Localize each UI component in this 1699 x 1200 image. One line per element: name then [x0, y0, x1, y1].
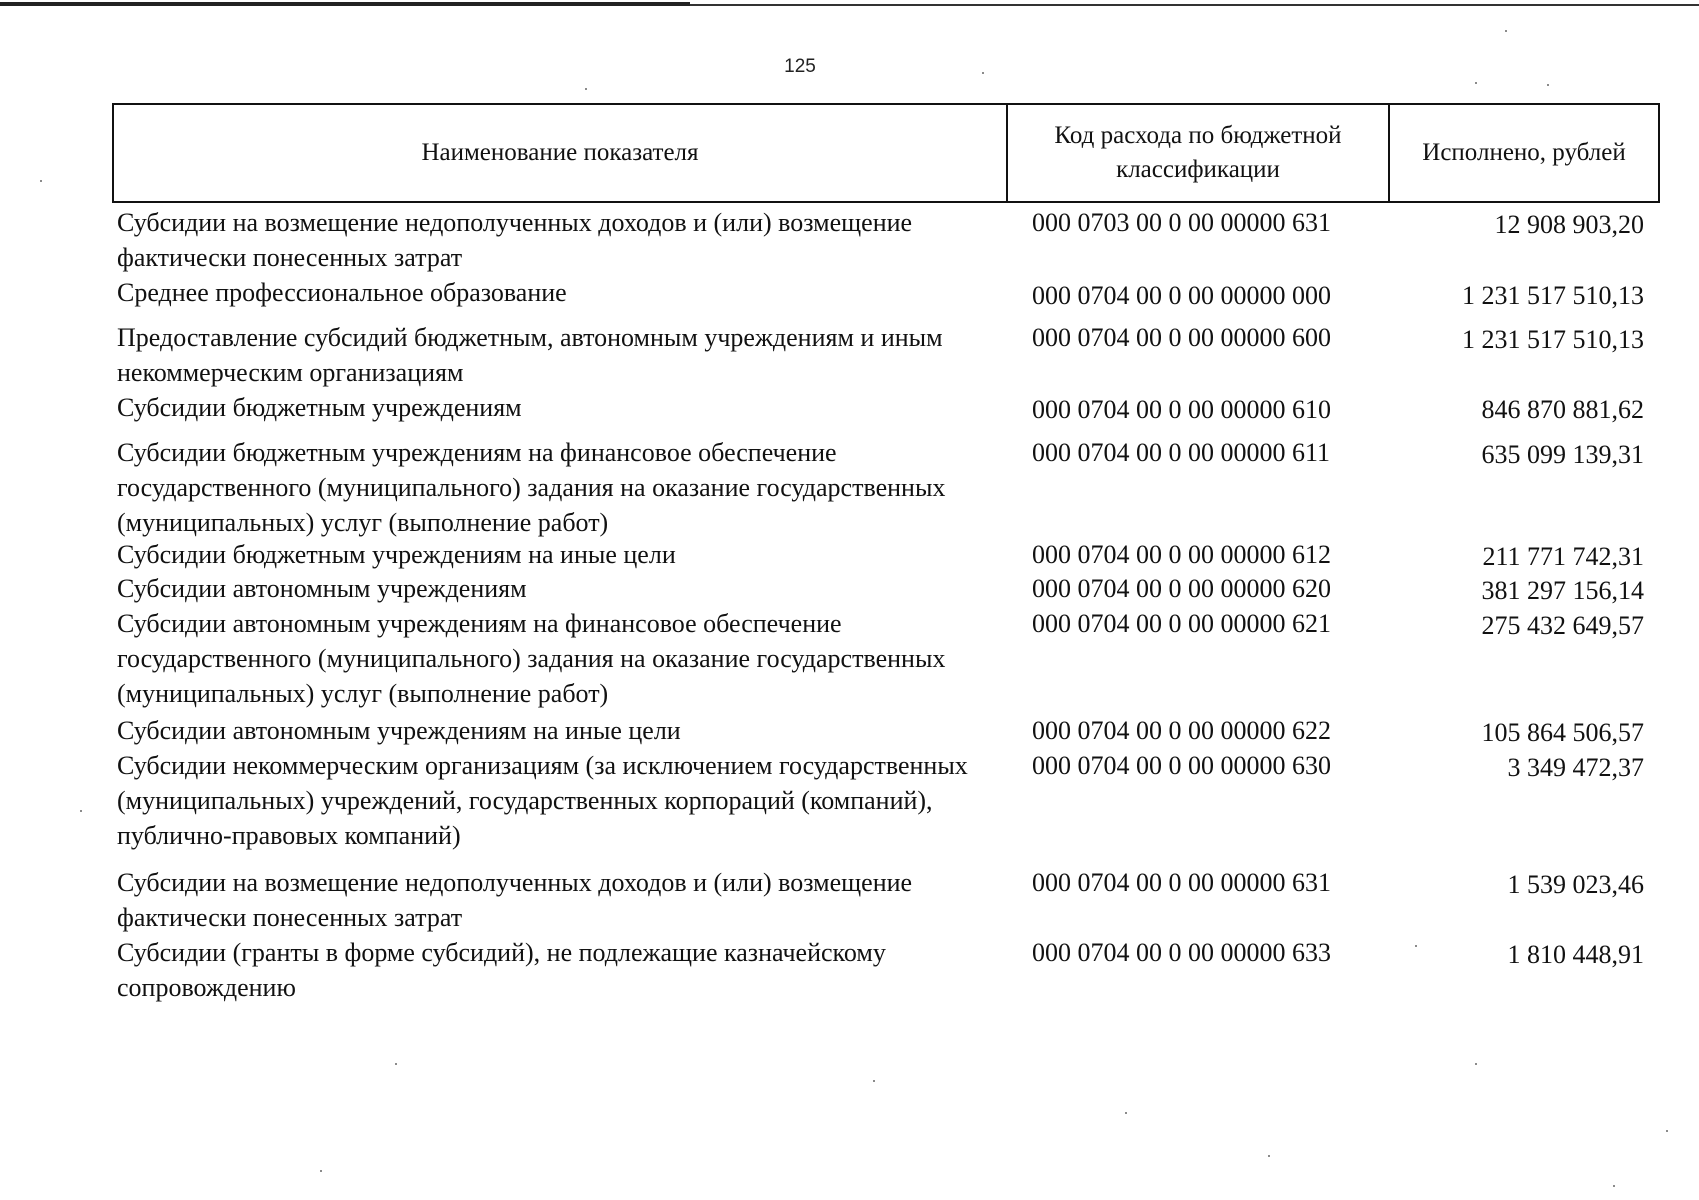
- scan-speck: [1547, 84, 1549, 86]
- row-amount: 1 231 517 510,13: [1462, 325, 1644, 354]
- scan-speck: [1475, 82, 1477, 84]
- header-name: Наименование показателя: [114, 105, 1008, 201]
- scan-speck: [982, 72, 984, 74]
- row-name: Субсидии бюджетным учреждениям на финансовое обеспечение государственного (муниципального) задания на оказание государственных (муниципальных) услуг (выполнение работ): [117, 438, 946, 537]
- header-amount: Исполнено, рублей: [1422, 139, 1626, 166]
- scan-speck: [1268, 1155, 1270, 1157]
- row-code: 000 0703 00 0 00 00000 631: [1032, 208, 1331, 237]
- scan-speck: [1666, 1130, 1668, 1132]
- table-row: [112, 935, 1660, 1005]
- row-amount: 211 771 742,31: [1482, 542, 1644, 571]
- top-scan-border-thick: [0, 2, 690, 6]
- scan-speck: [1125, 1112, 1127, 1114]
- header-code: Код расхода по бюджетной классификации: [1008, 105, 1390, 201]
- row-name: Субсидии на возмещение недополученных доходов и (или) возмещение фактически понесенных затрат: [117, 208, 913, 272]
- scan-speck: [1475, 1063, 1477, 1065]
- top-scan-border-thin: [690, 4, 1699, 6]
- row-code: 000 0704 00 0 00 00000 621: [1032, 609, 1331, 638]
- row-amount: 3 349 472,37: [1507, 753, 1644, 782]
- row-code: 000 0704 00 0 00 00000 631: [1032, 868, 1331, 897]
- row-amount: 275 432 649,57: [1481, 611, 1644, 640]
- scan-speck: [585, 88, 587, 90]
- row-amount: 635 099 139,31: [1481, 440, 1644, 469]
- row-name: Субсидии автономным учреждениям: [117, 574, 527, 603]
- row-amount: 105 864 506,57: [1481, 718, 1644, 747]
- row-amount: 1 539 023,46: [1507, 870, 1644, 899]
- table-row: [112, 275, 1660, 313]
- row-code: 000 0704 00 0 00 00000 600: [1032, 323, 1331, 352]
- row-name: Субсидии бюджетным учреждениям: [117, 393, 522, 422]
- table-row: [112, 606, 1660, 711]
- scan-speck: [1505, 30, 1507, 32]
- table-row: [112, 748, 1660, 853]
- table-row: [112, 435, 1660, 540]
- table-row: [112, 713, 1660, 750]
- row-amount: 381 297 156,14: [1481, 576, 1644, 605]
- row-code: 000 0704 00 0 00 00000 612: [1032, 540, 1331, 569]
- row-amount: 1 810 448,91: [1507, 940, 1644, 969]
- row-name: Субсидии бюджетным учреждениям на иные цели: [117, 540, 676, 569]
- row-name: Субсидии некоммерческим организациям (за исключением государственных (муниципальных) учреждений, государственных корпораций (компаний), публично-правовых компаний): [117, 751, 968, 850]
- row-name: Субсидии автономным учреждениям на иные цели: [117, 716, 681, 745]
- row-name: Субсидии на возмещение недополученных доходов и (или) возмещение фактически понесенных затрат: [117, 868, 913, 932]
- row-amount: 1 231 517 510,13: [1462, 281, 1644, 310]
- row-name: Субсидии (гранты в форме субсидий), не подлежащие казначейскому сопровождению: [117, 938, 886, 1002]
- row-code: 000 0704 00 0 00 00000 633: [1032, 938, 1331, 967]
- row-code: 000 0704 00 0 00 00000 000: [1032, 281, 1331, 310]
- table-row: [112, 205, 1660, 275]
- table-row: [112, 537, 1660, 574]
- row-code: 000 0704 00 0 00 00000 622: [1032, 716, 1331, 745]
- row-code: 000 0704 00 0 00 00000 630: [1032, 751, 1331, 780]
- row-code: 000 0704 00 0 00 00000 620: [1032, 574, 1331, 603]
- scan-speck: [80, 810, 82, 812]
- scan-speck: [873, 1080, 875, 1082]
- page-number: 125: [784, 56, 816, 77]
- table-row: [112, 571, 1660, 608]
- table-header: [112, 103, 1660, 203]
- row-amount: 846 870 881,62: [1481, 395, 1644, 424]
- scan-speck: [1613, 1185, 1615, 1187]
- row-code: 000 0704 00 0 00 00000 610: [1032, 395, 1331, 424]
- row-name: Предоставление субсидий бюджетным, автономным учреждениям и иным некоммерческим организациям: [117, 323, 943, 387]
- row-amount: 12 908 903,20: [1494, 210, 1644, 239]
- table-row: [112, 390, 1660, 427]
- scan-speck: [40, 180, 42, 182]
- table-row: [112, 865, 1660, 935]
- budget-execution-table: [112, 103, 1660, 1005]
- row-name: Субсидии автономным учреждениям на финансовое обеспечение государственного (муниципального) задания на оказание государственных (муниципальных) услуг (выполнение работ): [117, 609, 946, 708]
- scan-speck: [395, 1063, 397, 1065]
- scan-speck: [320, 1170, 322, 1172]
- table-row: [112, 320, 1660, 390]
- row-name: Среднее профессиональное образование: [117, 278, 567, 307]
- table-body: [112, 205, 1660, 1005]
- row-code: 000 0704 00 0 00 00000 611: [1032, 438, 1331, 467]
